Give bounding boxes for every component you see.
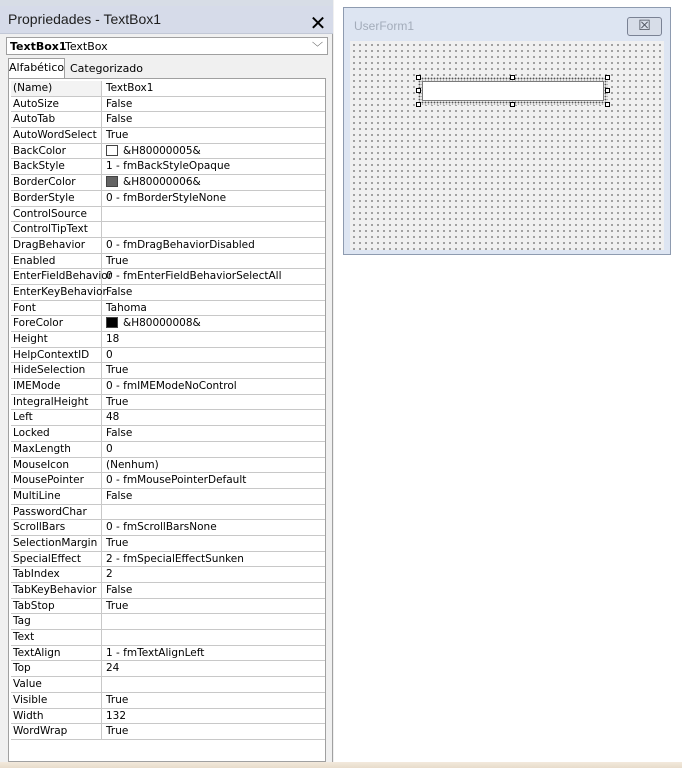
property-value[interactable] [106, 112, 325, 127]
properties-window [0, 0, 333, 768]
property-value-text: 0 - fmIMEModeNoControl [106, 380, 237, 393]
property-value[interactable] [106, 395, 325, 410]
property-name: MultiLine [11, 489, 102, 504]
property-value-text: True [106, 536, 129, 549]
property-value[interactable] [106, 285, 325, 300]
property-row[interactable] [11, 505, 325, 521]
property-row[interactable] [11, 630, 325, 646]
property-value[interactable] [106, 175, 325, 190]
property-value-text: 0 - fmMousePointerDefault [106, 474, 247, 487]
property-row[interactable] [11, 709, 325, 725]
resize-handle-top[interactable] [510, 75, 515, 80]
property-name: (Name) [11, 81, 102, 96]
property-name: AutoSize [11, 97, 102, 112]
resize-handle-bottom-left[interactable] [416, 102, 421, 107]
property-value-text: 2 - fmSpecialEffectSunken [106, 552, 244, 565]
property-value[interactable] [106, 144, 325, 159]
property-row[interactable] [11, 724, 325, 740]
property-name: BackStyle [11, 159, 102, 174]
property-row[interactable] [11, 175, 325, 191]
property-value[interactable] [106, 97, 325, 112]
property-row[interactable] [11, 301, 325, 317]
property-grid [8, 78, 326, 762]
property-value[interactable] [106, 442, 325, 457]
property-value-text: &H80000005& [123, 144, 201, 157]
property-row[interactable] [11, 159, 325, 175]
property-row[interactable] [11, 583, 325, 599]
property-name: Left [11, 410, 102, 425]
property-name: ForeColor [11, 316, 102, 331]
property-name: ControlSource [11, 207, 102, 222]
property-row[interactable] [11, 410, 325, 426]
property-value[interactable] [106, 505, 325, 520]
property-value[interactable] [106, 81, 325, 96]
property-value-text: True [106, 254, 129, 267]
property-row[interactable] [11, 677, 325, 693]
property-name: EnterKeyBehavior [13, 285, 107, 298]
property-name: Tag [11, 614, 102, 629]
property-name: TabStop [11, 599, 102, 614]
object-type: TextBox [65, 40, 108, 53]
color-swatch [106, 317, 118, 328]
object-selector-dropdown[interactable] [6, 37, 328, 55]
property-value[interactable] [106, 458, 325, 473]
property-value-text: True [106, 129, 129, 142]
property-value[interactable] [106, 332, 325, 347]
property-value[interactable] [106, 426, 325, 441]
property-value[interactable] [106, 536, 325, 551]
property-row[interactable] [11, 599, 325, 615]
object-name: TextBox1 [10, 40, 67, 53]
property-value-text: 24 [106, 662, 120, 675]
property-row[interactable] [11, 552, 325, 568]
property-value-text: 1 - fmBackStyleOpaque [106, 160, 231, 173]
close-icon[interactable]: ✕ [309, 11, 327, 35]
property-value[interactable] [106, 489, 325, 504]
property-value[interactable] [106, 630, 325, 645]
property-value[interactable] [106, 583, 325, 598]
property-value[interactable] [106, 410, 325, 425]
property-row[interactable] [11, 97, 325, 113]
property-value-text: True [106, 364, 129, 377]
property-row[interactable] [11, 112, 325, 128]
userform-client-area[interactable] [350, 41, 664, 250]
property-row[interactable] [11, 426, 325, 442]
resize-handle-top-left[interactable] [416, 75, 421, 80]
property-row[interactable] [11, 348, 325, 364]
property-name: BorderColor [11, 175, 102, 190]
property-value[interactable] [106, 646, 325, 661]
property-name: Top [11, 661, 102, 676]
property-value[interactable] [106, 207, 325, 222]
property-row[interactable] [11, 207, 325, 223]
property-value[interactable] [106, 348, 325, 363]
property-row[interactable] [11, 567, 325, 583]
property-value-text: True [106, 693, 129, 706]
property-list [11, 81, 325, 740]
color-swatch [106, 145, 118, 156]
property-value[interactable] [106, 709, 325, 724]
properties-title: Propriedades - TextBox1 [8, 11, 162, 27]
property-value-text: 0 - fmScrollBarsNone [106, 521, 217, 534]
property-value[interactable] [106, 222, 325, 237]
property-row[interactable] [11, 316, 325, 332]
property-value[interactable] [106, 238, 325, 253]
property-name: Visible [11, 693, 102, 708]
property-value-text: 0 [106, 442, 113, 455]
resize-handle-bottom-right[interactable] [605, 102, 610, 107]
property-row[interactable] [11, 128, 325, 144]
property-value[interactable] [106, 159, 325, 174]
property-name: HideSelection [11, 363, 102, 378]
property-value-text: (Nenhum) [106, 458, 159, 471]
property-name: TextAlign [11, 646, 102, 661]
property-value[interactable] [106, 724, 325, 739]
property-name: ScrollBars [11, 520, 102, 535]
property-row[interactable] [11, 693, 325, 709]
property-row[interactable] [11, 661, 325, 677]
property-value[interactable] [106, 128, 325, 143]
userform-title: UserForm1 [354, 19, 415, 33]
property-name: Text [11, 630, 102, 645]
property-value[interactable] [106, 677, 325, 692]
property-row[interactable] [11, 238, 325, 254]
property-value-text: True [106, 725, 129, 738]
property-value-text: False [106, 427, 133, 440]
property-name: DragBehavior [11, 238, 102, 253]
userform-window[interactable] [343, 7, 671, 255]
tab-alphabetic[interactable]: Alfabético [8, 58, 65, 78]
property-value-text: Tahoma [106, 301, 147, 314]
property-row[interactable] [11, 379, 325, 395]
property-value-text: 0 - fmEnterFieldBehaviorSelectAll [106, 270, 282, 283]
property-value-text: False [106, 584, 133, 596]
color-swatch [106, 176, 118, 187]
property-value-text: 132 [106, 709, 127, 722]
resize-handle-left[interactable] [416, 88, 421, 93]
property-value-text: 48 [106, 411, 120, 424]
textbox-control[interactable] [422, 81, 604, 101]
property-row[interactable] [11, 144, 325, 160]
property-value[interactable] [106, 599, 325, 614]
resize-handle-top-right[interactable] [605, 75, 610, 80]
property-name: AutoTab [11, 112, 102, 127]
property-value[interactable] [106, 567, 325, 582]
property-name: TabIndex [11, 567, 102, 582]
resize-handle-right[interactable] [605, 88, 610, 93]
properties-title-bar[interactable] [0, 6, 333, 34]
property-value-text: 0 - fmBorderStyleNone [106, 191, 227, 204]
property-value-text: 1 - fmTextAlignLeft [106, 646, 205, 659]
property-name: Enabled [11, 254, 102, 269]
close-icon[interactable]: ☒ [627, 17, 662, 36]
property-row[interactable] [11, 489, 325, 505]
property-name: IntegralHeight [11, 395, 102, 410]
property-row[interactable] [11, 254, 325, 270]
property-name: BorderStyle [11, 191, 102, 206]
property-row[interactable] [11, 222, 325, 238]
property-name: AutoWordSelect [11, 128, 102, 143]
property-value-text: True [106, 395, 129, 408]
property-name: MousePointer [11, 473, 102, 488]
property-value[interactable] [106, 552, 325, 567]
property-value[interactable] [106, 661, 325, 676]
property-value-text: False [106, 97, 133, 110]
property-row[interactable] [11, 442, 325, 458]
property-row[interactable] [11, 285, 325, 301]
property-name: MaxLength [11, 442, 102, 457]
property-value[interactable] [106, 379, 325, 394]
property-row[interactable] [11, 536, 325, 552]
property-value-text: 2 [106, 568, 113, 581]
property-name: SpecialEffect [11, 552, 102, 567]
property-value[interactable] [106, 614, 325, 629]
property-name: Locked [11, 426, 102, 441]
property-value-text: &H80000006& [123, 176, 201, 189]
bottom-strip [0, 762, 682, 768]
property-value-text: False [106, 113, 133, 126]
property-value[interactable] [106, 520, 325, 535]
property-value-text: 0 [106, 348, 113, 361]
property-name: Font [11, 301, 102, 316]
property-row[interactable] [11, 269, 325, 285]
property-value[interactable] [106, 693, 325, 708]
property-value-text: False [106, 285, 133, 298]
property-name: WordWrap [11, 724, 102, 739]
property-value-text: &H80000008& [123, 317, 201, 330]
textbox-selection-frame[interactable] [418, 77, 608, 105]
property-row[interactable] [11, 332, 325, 348]
property-row[interactable] [11, 473, 325, 489]
property-row[interactable] [11, 81, 325, 97]
property-value-text: True [106, 599, 129, 612]
property-name: IMEMode [11, 379, 102, 394]
chevron-down-icon[interactable]: ﹀ [312, 41, 323, 54]
property-name: TabKeyBehavior [11, 583, 102, 598]
property-row[interactable] [11, 458, 325, 474]
property-value-text: 0 - fmDragBehaviorDisabled [106, 238, 255, 251]
property-name: Width [11, 709, 102, 724]
property-name: ControlTipText [11, 222, 102, 237]
property-row[interactable] [11, 191, 325, 207]
property-row[interactable] [11, 614, 325, 630]
property-value[interactable] [106, 301, 325, 316]
property-name: BackColor [11, 144, 102, 159]
property-name: HelpContextID [11, 348, 102, 363]
property-value-text: TextBox1 [106, 82, 154, 94]
property-value-text: 18 [106, 333, 120, 345]
property-name: Height [11, 332, 102, 347]
property-value[interactable] [106, 316, 325, 331]
property-value[interactable] [106, 191, 325, 206]
property-row[interactable] [11, 363, 325, 379]
property-value-text: False [106, 489, 133, 502]
property-row[interactable] [11, 520, 325, 536]
property-value[interactable] [106, 363, 325, 378]
property-name: Value [11, 677, 102, 692]
property-value[interactable] [106, 254, 325, 269]
property-value[interactable] [106, 269, 325, 284]
property-row[interactable] [11, 646, 325, 662]
property-name: EnterFieldBehavior [13, 270, 113, 283]
resize-handle-bottom[interactable] [510, 102, 515, 107]
tab-categorized[interactable]: Categorizado [70, 62, 144, 75]
property-name: PasswordChar [11, 505, 102, 520]
property-value[interactable] [106, 473, 325, 488]
property-name: MouseIcon [11, 458, 102, 473]
property-row[interactable] [11, 395, 325, 411]
property-name: SelectionMargin [11, 536, 102, 551]
